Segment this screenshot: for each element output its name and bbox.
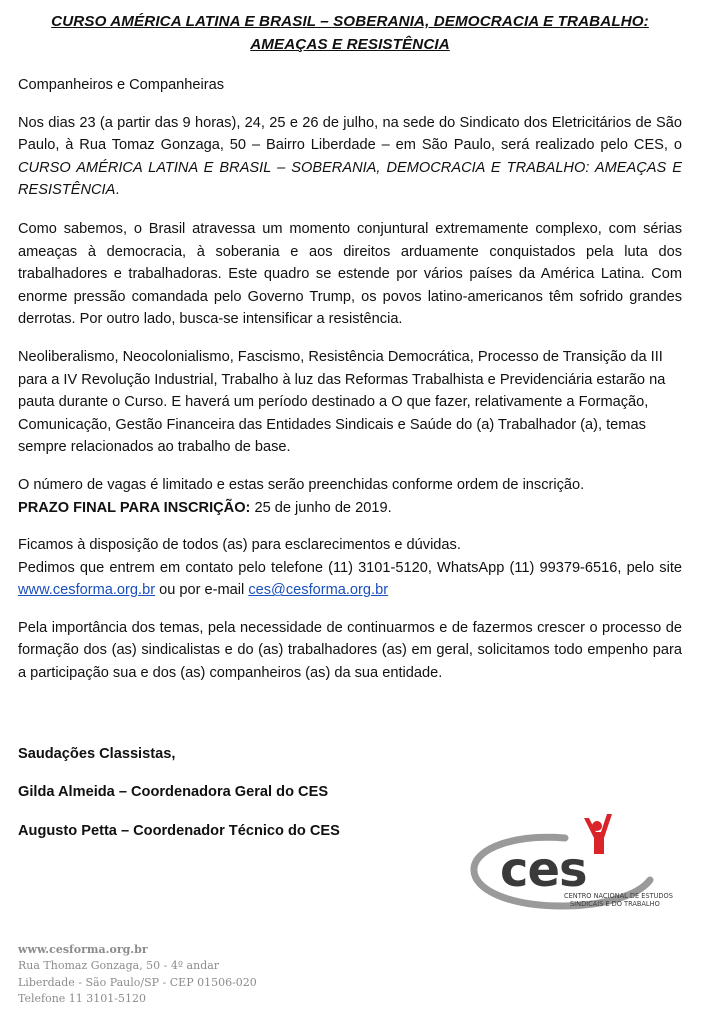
paragraph-context: Como sabemos, o Brasil atravessa um momento conjuntural extremamente complexo, com sérias ameaças à democracia, à soberania e aos direitos arduamente conquistados pela luta dos trabalhadores e trabalhadoras. Este quadro se estende por vários países da América Latina. Com enorme pressão comandada pelo Governo Trump, os povos latino-americanos têm sofrido grandes derrotas. Por outro lado, busca-se intensificar a resistência. [18, 220, 682, 328]
intro-end: . [115, 182, 120, 199]
letterhead-footer [18, 942, 257, 1008]
logo-subtitle-line-1: CENTRO NACIONAL DE ESTUDOS [564, 892, 673, 900]
closing-greeting: Saudações Classistas, [18, 745, 176, 762]
title-line-2: AMEAÇAS E RESISTÊNCIA [250, 36, 450, 53]
footer-site: www.cesforma.org.br [18, 943, 148, 956]
ces-logo [470, 810, 673, 914]
title-line-1: CURSO AMÉRICA LATINA E BRASIL – SOBERANIA, DEMOCRACIA E TRABALHO: [51, 13, 649, 30]
contact-text: Pedimos que entrem em contato pelo telefone (11) 3101-5120, WhatsApp (11) 99379-6516, pelo site [18, 559, 682, 576]
salutation: Companheiros e Companheiras [18, 77, 225, 93]
course-name-italic: CURSO AMÉRICA LATINA E BRASIL – SOBERANIA, DEMOCRACIA E TRABALHO: AMEAÇAS E RESISTÊNCIA [18, 159, 682, 199]
intro-text: Nos dias 23 (a partir das 9 horas), 24, 25 e 26 de julho, na sede do Sindicato dos Eletricitários de São Paulo, à Rua Tomaz Gonzaga, 50 – Bairro Liberdade – em São Paulo, será realizado pelo CES, o [18, 114, 682, 154]
signer-1: Gilda Almeida – Coordenadora Geral do CES [18, 784, 329, 801]
footer-phone: Telefone 11 3101-5120 [18, 992, 147, 1006]
website-link[interactable]: www.cesforma.org.br [18, 582, 156, 599]
paragraph-topics: Neoliberalismo, Neocolonialismo, Fascismo, Resistência Democrática, Processo de Transição da III para a IV Revolução Industrial, Trabalho à luz das Reformas Trabalhista e Previdenciária estarão na pauta durante o Curso. E haverá um período destinado a O que fazer, relativamente a Formação, Comunicação, Gestão Financeira das Entidades Sindicais e Saúde do (a) Trabalhador (a), temas sempre relacionados ao trabalho de base. [18, 348, 666, 456]
email-link[interactable]: ces@cesforma.org.br [248, 582, 389, 599]
contact-mid-text: ou por e-mail [155, 582, 249, 599]
paragraph-registration [18, 474, 682, 519]
logo-subtitle-line-2: SINDICAIS E DO TRABALHO [570, 900, 660, 908]
logo-wordmark: ces [500, 842, 587, 898]
signer-2: Augusto Petta – Coordenador Técnico do CES [18, 822, 340, 839]
footer-address: Rua Thomaz Gonzaga, 50 - 4º andar [18, 959, 220, 973]
paragraph-intro [18, 112, 682, 202]
footer-city: Liberdade - São Paulo/SP - CEP 01506-020 [18, 975, 257, 989]
document-title [18, 10, 682, 56]
logo-figure-icon [584, 814, 612, 854]
paragraph-closing: Pela importância dos temas, pela necessidade de continuarmos e de fazermos crescer o processo de formação dos (as) sindicalistas e do (as) trabalhadores (as) em geral, solicitamos todo empenho para a participação sua e dos (as) companheiros (as) da sua entidade. [18, 619, 682, 682]
letter-body [18, 0, 682, 842]
deadline-label: PRAZO FINAL PARA INSCRIÇÃO: [18, 499, 251, 516]
availability-text: Ficamos à disposição de todos (as) para esclarecimentos e dúvidas. [18, 537, 461, 554]
deadline-value: 25 de junho de 2019. [250, 499, 392, 516]
vacancies-text: O número de vagas é limitado e estas serão preenchidas conforme ordem de inscrição. [18, 476, 585, 493]
ces-logo-graphic [470, 810, 673, 914]
paragraph-contact [18, 534, 682, 602]
